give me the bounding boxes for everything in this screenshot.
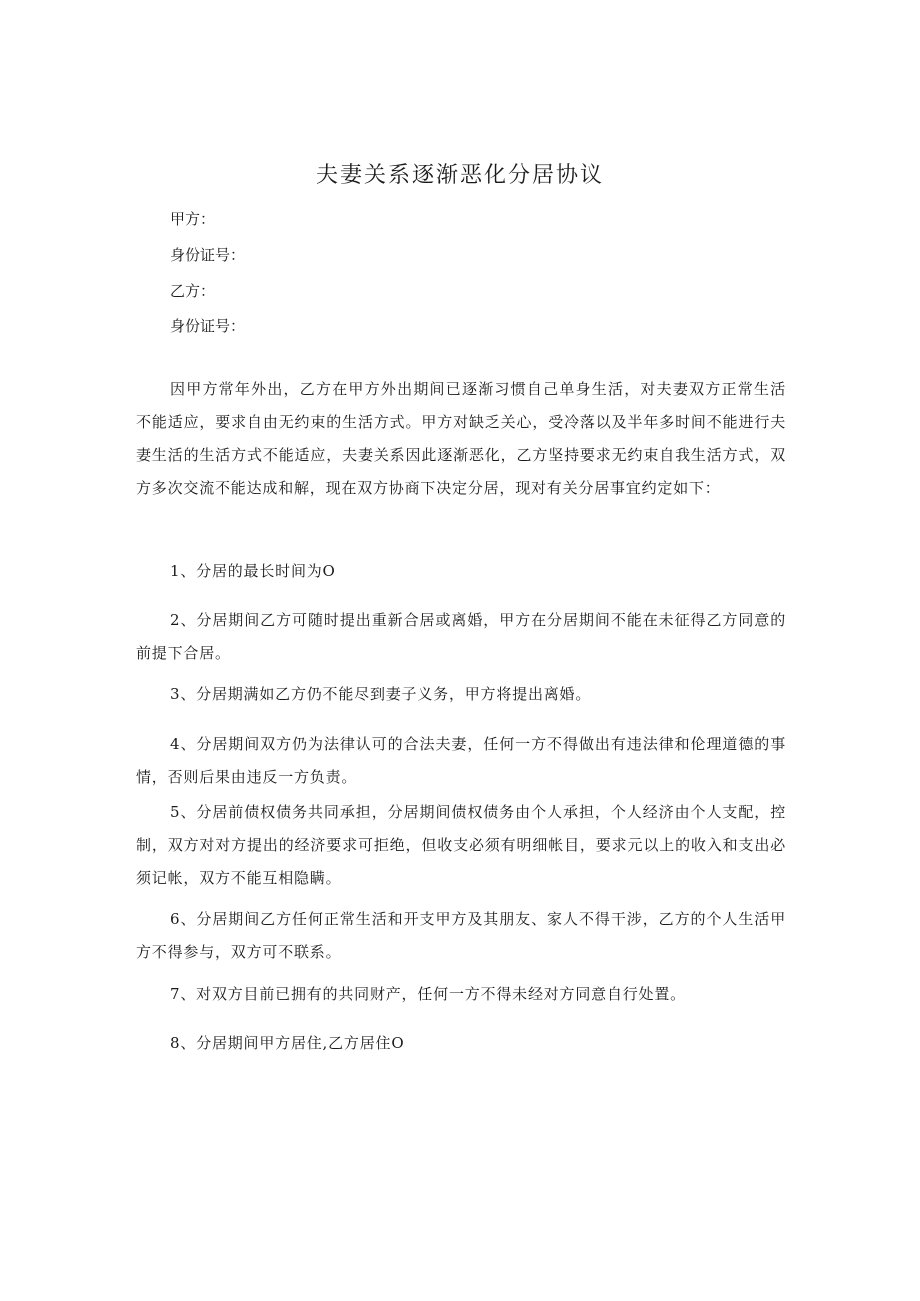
intro-paragraph: 因甲方常年外出，乙方在甲方外出期间已逐渐习惯自己单身生活，对夫妻双方正常生活不能适应，要求自由无约束的生活方式。甲方对缺乏关心，受冷落以及半年多时间不能进行夫妻生活的生活方式不能适应，夫妻关系因此逐渐恶化，乙方坚持要求无约束自我生活方式，双方多次交流不能达成和解，现在双方协商下决定分居，现对有关分居事宜约定如下： <box>136 380 786 497</box>
clause-7: 7、对双方目前已拥有的共同财产，任何一方不得未经对方同意自行处置。 <box>170 985 686 1003</box>
clause-2: 2、分居期间乙方可随时提出重新合居或离婚，甲方在分居期间不能在未征得乙方同意的前提下合居。 <box>136 611 786 662</box>
clause-1: 1、分居的最长时间为O <box>170 562 336 580</box>
clause-4: 4、分居期间双方仍为法律认可的合法夫妻，任何一方不得做出有违法律和伦理道德的事情，否则后果由违反一方负责。 <box>136 735 786 786</box>
clause-5: 5、分居前债权债务共同承担，分居期间债权债务由个人承担，个人经济由个人支配，控制，双方对对方提出的经济要求可拒绝，但收支必须有明细帐目，要求元以上的收入和支出必须记帐，双方不能互相隐瞒。 <box>136 803 786 887</box>
party-a-label: 甲方： <box>170 210 216 228</box>
clause-8: 8、分居期间甲方居住,乙方居住O <box>170 1034 405 1052</box>
clause-6: 6、分居期间乙方任何正常生活和开支甲方及其朋友、家人不得干涉，乙方的个人生活甲方不得参与，双方可不联系。 <box>136 910 786 961</box>
document-title: 夫妻关系逐渐恶化分居协议 <box>315 163 604 188</box>
clause-3: 3、分居期满如乙方仍不能尽到妻子义务，甲方将提出离婚。 <box>170 685 592 703</box>
party-b-id-label: 身份证号： <box>170 317 246 335</box>
party-a-id-label: 身份证号： <box>170 246 246 264</box>
party-b-label: 乙方： <box>170 282 216 300</box>
